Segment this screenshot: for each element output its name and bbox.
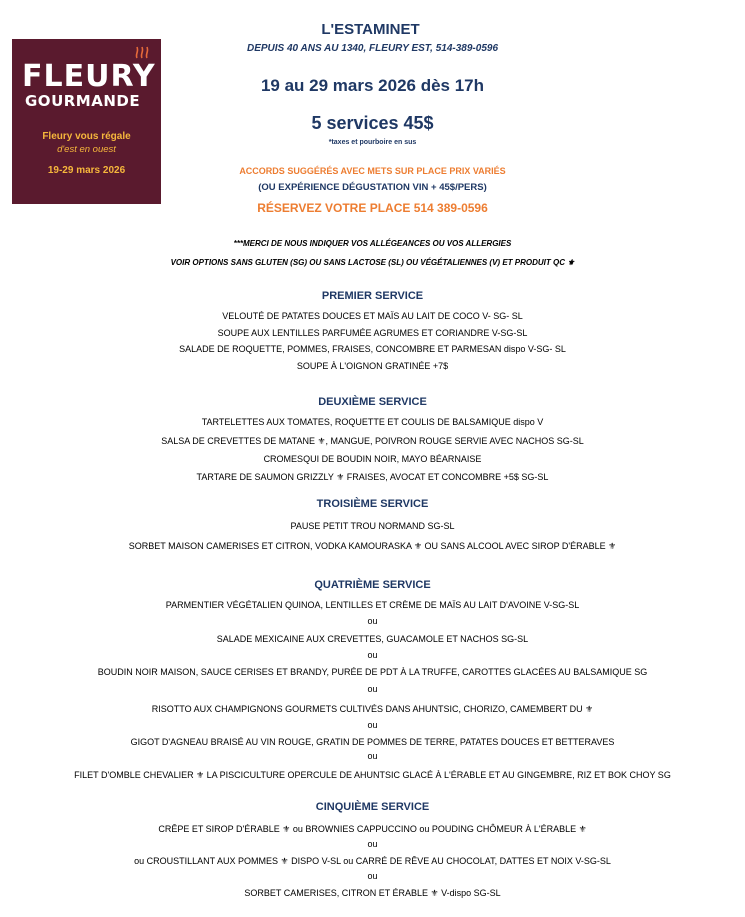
tasting-experience-note: (OU EXPÉRIENCE DÉGUSTATION VIN + 45$/PERS) (258, 182, 487, 193)
restaurant-header (0, 21, 745, 38)
or-separator: ou (367, 871, 378, 881)
menu-item: PARMENTIER VÉGÉTALIEN QUINOA, LENTILLES ET CRÈME DE MAÏS AU LAIT D'AVOINE V-SG-SL (165, 600, 580, 610)
menu-item: VELOUTÉ DE PATATES DOUCES ET MAÏS AU LAIT DE COCO V- SG- SL (222, 311, 523, 321)
section-title: PREMIER SERVICE (321, 290, 424, 302)
reservation-note: RÉSERVEZ VOTRE PLACE 514 389-0596 (257, 201, 488, 215)
menu-item: CROMESQUI DE BOUDIN NOIR, MAYO BÉARNAISE (263, 454, 482, 464)
menu-item: GIGOT D'AGNEAU BRAISÉ AU VIN ROUGE, GRATIN DE POMMES DE TERRE, PATATES DOUCES ET BETTERAVES (130, 737, 615, 747)
section-title: CINQUIÈME SERVICE (315, 801, 430, 813)
logo-line2: GOURMANDE (25, 92, 141, 110)
dietary-options-note: VOIR OPTIONS SANS GLUTEN (SG) OU SANS LACTOSE (SL) OU VÉGÉTALIENNES (V) ET PRODUIT QC ⚜ (170, 258, 575, 267)
logo-tagline: Fleury vous régale (42, 131, 131, 142)
or-separator: ou (367, 839, 378, 849)
menu-item: SOUPE AUX LENTILLES PARFUMÉE AGRUMES ET CORIANDRE V-SG-SL (217, 328, 528, 338)
section-title: TROISIÈME SERVICE (316, 498, 429, 510)
menu-item: SORBET MAISON CAMERISES ET CITRON, VODKA KAMOURASKA ⚜ OU SANS ALCOOL AVEC SIROP D'ÉRABLE ⚜ (128, 541, 617, 551)
or-separator: ou (367, 684, 378, 694)
menu-item: PAUSE PETIT TROU NORMAND SG-SL (290, 521, 455, 531)
menu-item: SOUPE À L'OIGNON GRATINÉE +7$ (296, 361, 449, 371)
logo-subtagline: d'est en ouest (57, 144, 116, 155)
or-separator: ou (367, 751, 378, 761)
or-separator: ou (367, 720, 378, 730)
or-separator: ou (367, 616, 378, 626)
wine-pairing-note: ACCORDS SUGGÉRÉS AVEC METS SUR PLACE PRIX VARIÉS (239, 166, 506, 176)
menu-price: 5 services 45$ (311, 113, 434, 133)
section-title: DEUXIÈME SERVICE (318, 396, 427, 408)
or-separator: ou (367, 650, 378, 660)
taxes-note: *taxes et pourboire en sus (328, 139, 417, 146)
menu-item: FILET D'OMBLE CHEVALIER ⚜ LA PISCICULTURE OPERCULE DE AHUNTSIC GLACÉ À L'ÉRABLE ET AU GINGEMBRE, RIZ ET BOK CHOY SG (74, 770, 671, 780)
section-title: QUATRIÈME SERVICE (314, 579, 431, 591)
menu-item: SALADE MEXICAINE AUX CREVETTES, GUACAMOLE ET NACHOS SG-SL (216, 634, 529, 644)
logo-line1: FLEURY (22, 59, 156, 94)
menu-item: SALADE DE ROQUETTE, POMMES, FRAISES, CONCOMBRE ET PARMESAN dispo V-SG- SL (179, 344, 566, 354)
menu-item: TARTELETTES AUX TOMATES, ROQUETTE ET COULIS DE BALSAMIQUE dispo V (201, 417, 544, 427)
menu-item: SORBET CAMERISES, CITRON ET ÉRABLE ⚜ V-dispo SG-SL (244, 888, 501, 898)
allergy-note: ***MERCI DE NOUS INDIQUER VOS ALLÉGEANCES OU VOS ALLERGIES (233, 239, 512, 248)
menu-item: SALSA DE CREVETTES DE MATANE ⚜, MANGUE, POIVRON ROUGE SERVIE AVEC NACHOS SG-SL (161, 436, 584, 446)
menu-item: BOUDIN NOIR MAISON, SAUCE CERISES ET BRANDY, PURÉE DE PDT À LA TRUFFE, CAROTTES GLACÉES AU BALSAMIQUE SG (97, 667, 648, 677)
restaurant-name: L'ESTAMINET (321, 21, 420, 38)
menu-item: ou CROUSTILLANT AUX POMMES ⚜ DISPO V-SL ou CARRÉ DE RÊVE AU CHOCOLAT, DATTES ET NOIX V-SG-SL (134, 856, 611, 866)
restaurant-address: DEPUIS 40 ANS AU 1340, FLEURY EST, 514-389-0596 (246, 43, 499, 54)
menu-item: TARTARE DE SAUMON GRIZZLY ⚜ FRAISES, AVOCAT ET CONCOMBRE +5$ SG-SL (196, 472, 549, 482)
logo-dates: 19-29 mars 2026 (47, 165, 126, 176)
menu-item: CRÊPE ET SIROP D'ÉRABLE ⚜ ou BROWNIES CAPPUCCINO ou POUDING CHÔMEUR À L'ÉRABLE ⚜ (158, 824, 587, 834)
event-dates: 19 au 29 mars 2026 dès 17h (260, 76, 485, 95)
menu-item: RISOTTO AUX CHAMPIGNONS GOURMETS CULTIVÉS DANS AHUNTSIC, CHORIZO, CAMEMBERT DU ⚜ (151, 704, 594, 714)
